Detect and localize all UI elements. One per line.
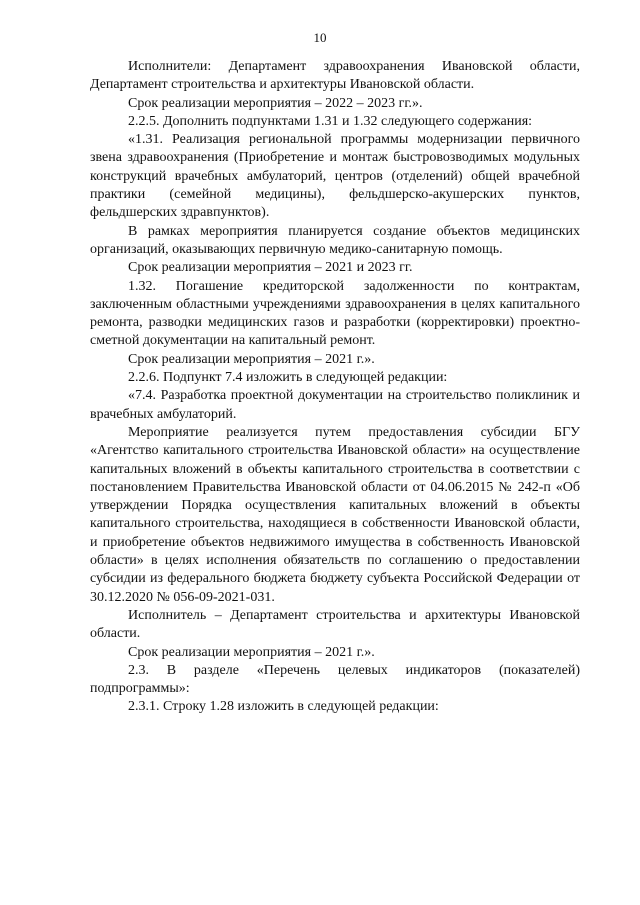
page-number: 10: [313, 30, 327, 45]
paragraph-executor: Исполнитель – Департамент строительства и архитектуры Ивановской области.: [90, 607, 580, 642]
paragraph-term-2022-2023: Срок реализации мероприятия – 2022 – 2023 гг.».: [128, 95, 423, 111]
paragraph-medical-objects: В рамках мероприятия планируется создание объектов медицинских организаций, оказывающих первичную медико-санитарную помощь.: [90, 223, 580, 257]
paragraph-7-4: «7.4. Разработка проектной документации на строительство поликлиник и врачебных амбулаторий.: [90, 388, 580, 422]
paragraph-term-2021-b: Срок реализации мероприятия – 2021 г.».: [128, 644, 375, 660]
paragraph-2-2-5: 2.2.5. Дополнить подпунктами 1.31 и 1.32 следующего содержания:: [128, 113, 533, 129]
paragraph-subsidy: Мероприятие реализуется путем предоставления субсидии БГУ «Агентство капитального строительства Ивановской области» на осуществление капитальных вложений в объекты капитального строительства в соответствии с постановлением Правительства Ивановской области от 04.06.2015 № 242-п «Об утверждении Порядка осуществления капитальных вложений в объекты капитального строительства, находящиеся в собственности Ивановской области, и приобретение объектов недвижимого имущества в собственность Ивановской области» в целях исполнения обязательств по соглашению о предоставлении субсидии из федерального бюджета бюджету субъекта Российской Федерации от 30.12.2020 № 056-09-2021-031.: [90, 424, 580, 605]
paragraph-2-3-1: 2.3.1. Строку 1.28 изложить в следующей редакции:: [128, 699, 439, 715]
paragraph-term-2021-a: Срок реализации мероприятия – 2021 г.».: [128, 351, 375, 367]
paragraph-1-32: 1.32. Погашение кредиторской задолженности по контрактам, заключенным областными учреждениями здравоохранения в целях капитального ремонта, разводки медицинских газов и разработки (корректировки) проектно-сметной документации на капитальный ремонт.: [90, 278, 580, 349]
paragraph-2-2-6: 2.2.6. Подпункт 7.4 изложить в следующей редакции:: [128, 370, 448, 386]
paragraph-1-31: «1.31. Реализация региональной программы модернизации первичного звена здравоохранения (Приобретение и монтаж быстровозводимых модульных конструкций врачебных амбулаторий, центров (отделений) общей врачебной практики (семейной медицины), фельдшерско-акушерских пунктов, фельдшерских здравпунктов).: [90, 132, 580, 221]
document-body: [90, 58, 580, 717]
paragraph-term-2021-2023: Срок реализации мероприятия – 2021 и 2023 гг.: [128, 260, 413, 276]
paragraph-executors: Исполнители: Департамент здравоохранения Ивановской области, Департамент строительства и архитектуры Ивановской области.: [90, 59, 580, 93]
paragraph-2-3: 2.3. В разделе «Перечень целевых индикаторов (показателей) подпрограммы»:: [90, 662, 580, 697]
